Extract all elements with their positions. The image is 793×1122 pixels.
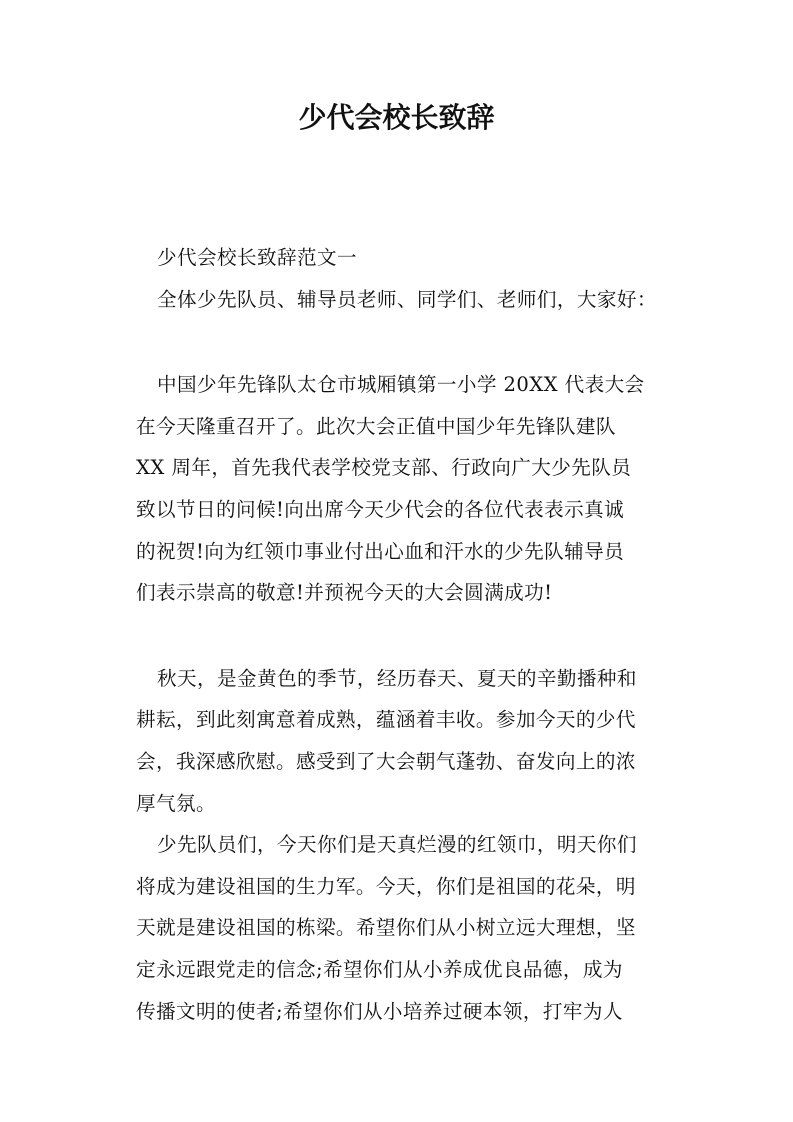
document-body bbox=[136, 237, 662, 1032]
paragraph-line: 在今天隆重召开了。此次大会正值中国少年先锋队建队 bbox=[136, 414, 616, 438]
paragraph-line: 秋天，是金黄色的季节，经历春天、夏天的辛勤播种和 bbox=[157, 666, 637, 690]
paragraph-line: 传播文明的使者;希望你们从小培养过硬本领，打牢为人 bbox=[136, 999, 623, 1023]
paragraph-line: 耕耘，到此刻寓意着成熟，蕴涵着丰收。参加今天的少代 bbox=[136, 708, 636, 732]
document-title: 少代会校长致辞 bbox=[298, 101, 495, 134]
paragraph-line: 致以节日的问候!向出席今天少代会的各位代表表示真诚 bbox=[136, 497, 625, 521]
paragraph-line: 会，我深感欣慰。感受到了大会朝气蓬勃、奋发向上的浓 bbox=[136, 749, 636, 773]
paragraph-line: 厚气氛。 bbox=[136, 791, 216, 815]
paragraph-line: 的祝贺!向为红领巾事业付出心血和汗水的少先队辅导员 bbox=[136, 539, 625, 563]
paragraph-line: 天就是建设祖国的栋梁。希望你们从小树立远大理想，坚 bbox=[136, 916, 636, 940]
paragraph-spacer bbox=[136, 320, 662, 342]
paragraph-line: 中国少年先锋队太仓市城厢镇第一小学 20XX 代表大会 bbox=[157, 373, 645, 397]
paragraph-line: 们表示崇高的敬意!并预祝今天的大会圆满成功! bbox=[136, 581, 553, 605]
paragraph-line: 少先队员们，今天你们是天真烂漫的红领巾，明天你们 bbox=[157, 833, 637, 857]
paragraph-spacer bbox=[136, 636, 662, 658]
greeting-line: 全体少先队员、辅导员老师、同学们、老师们，大家好： bbox=[157, 287, 657, 311]
paragraph-line: XX 周年，首先我代表学校党支部、行政向广大少先队员 bbox=[136, 456, 632, 480]
paragraph-spacer bbox=[136, 614, 662, 636]
paragraph-line: 将成为建设祖国的生力军。今天，你们是祖国的花朵，明 bbox=[136, 874, 636, 898]
paragraph-spacer bbox=[136, 342, 662, 364]
paragraph-line: 定永远跟党走的信念;希望你们从小养成优良品德，成为 bbox=[136, 957, 623, 981]
paragraph-heading: 少代会校长致辞范文一 bbox=[157, 246, 357, 269]
